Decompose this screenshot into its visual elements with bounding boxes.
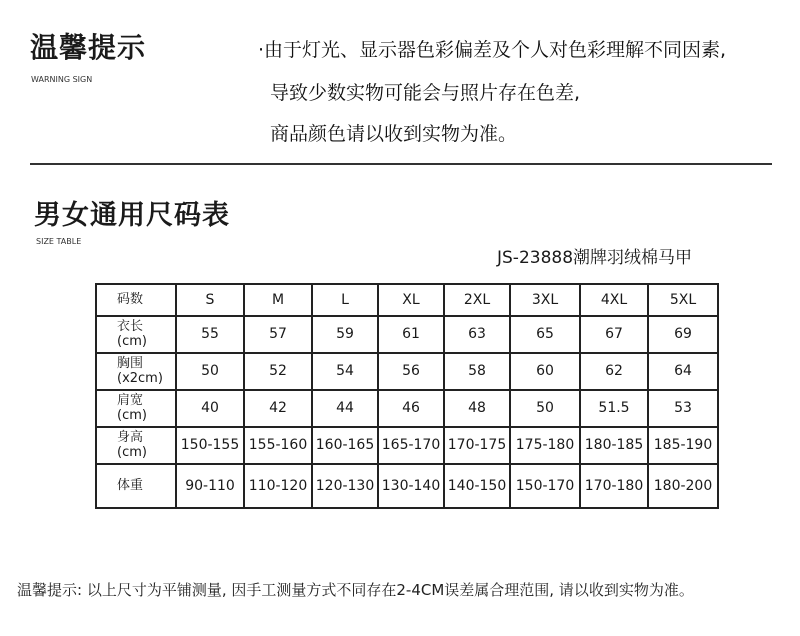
- warning-title: 温馨提示: [30, 31, 147, 64]
- header-size-cell: 2XL: [444, 284, 510, 316]
- table-cell: 170-180: [580, 464, 648, 508]
- row-label-cell: [96, 427, 176, 464]
- table-cell: 44: [312, 390, 378, 427]
- header-size-cell: S: [176, 284, 244, 316]
- row-label-cell: [96, 316, 176, 353]
- header-size-cell: 5XL: [648, 284, 718, 316]
- row-label-unit: (x2cm): [117, 370, 163, 386]
- table-cell: 62: [580, 353, 648, 390]
- table-cell: 50: [176, 353, 244, 390]
- header-size-cell: XL: [378, 284, 444, 316]
- table-cell: 170-175: [444, 427, 510, 464]
- row-label-unit: (cm): [117, 407, 147, 423]
- table-cell: 48: [444, 390, 510, 427]
- row-label-cell: [96, 390, 176, 427]
- table-cell: 120-130: [312, 464, 378, 508]
- warning-line-3: 商品颜色请以收到实物为准。: [270, 123, 518, 145]
- warning-line-2: 导致少数实物可能会与照片存在色差,: [270, 82, 581, 104]
- table-cell: 160-165: [312, 427, 378, 464]
- table-cell: 52: [244, 353, 312, 390]
- table-cell: 165-170: [378, 427, 444, 464]
- table-cell: 54: [312, 353, 378, 390]
- table-cell: 90-110: [176, 464, 244, 508]
- table-cell: 175-180: [510, 427, 580, 464]
- row-label-name: 胸围: [117, 355, 144, 371]
- table-cell: 40: [176, 390, 244, 427]
- table-cell: 61: [378, 316, 444, 353]
- table-cell: 180-200: [648, 464, 718, 508]
- table-cell: 67: [580, 316, 648, 353]
- table-cell: 65: [510, 316, 580, 353]
- product-model: JS-23888潮牌羽绒棉马甲: [497, 248, 693, 268]
- table-row: [96, 464, 718, 508]
- table-cell: 110-120: [244, 464, 312, 508]
- header-size-cell: M: [244, 284, 312, 316]
- header-size-cell: 4XL: [580, 284, 648, 316]
- row-label-cell: 体重: [96, 464, 176, 508]
- row-label-unit: (cm): [117, 444, 147, 460]
- row-label-unit: (cm): [117, 333, 147, 349]
- row-label-name: 身高: [117, 429, 144, 445]
- footer-note: 温馨提示: 以上尺寸为平铺测量, 因手工测量方式不同存在2-4CM误差属合理范围, 请以收到实物为准。: [17, 581, 694, 599]
- table-cell: 130-140: [378, 464, 444, 508]
- table-cell: 46: [378, 390, 444, 427]
- table-cell: 42: [244, 390, 312, 427]
- table-row: [96, 390, 718, 427]
- table-cell: 155-160: [244, 427, 312, 464]
- section-divider: [30, 163, 772, 165]
- table-cell: 60: [510, 353, 580, 390]
- warning-line-1: ·由于灯光、显示器色彩偏差及个人对色彩理解不同因素,: [258, 39, 727, 61]
- header-size-cell: L: [312, 284, 378, 316]
- table-cell: 150-170: [510, 464, 580, 508]
- header-size-cell: 3XL: [510, 284, 580, 316]
- header-label-cell: 码数: [96, 284, 176, 316]
- size-table: [95, 283, 719, 509]
- table-row: [96, 353, 718, 390]
- table-cell: 50: [510, 390, 580, 427]
- table-cell: 69: [648, 316, 718, 353]
- table-cell: 59: [312, 316, 378, 353]
- row-label-name: 衣长: [117, 318, 144, 334]
- table-cell: 180-185: [580, 427, 648, 464]
- warning-subtitle: WARNING SIGN: [31, 75, 93, 84]
- table-cell: 51.5: [580, 390, 648, 427]
- table-cell: 57: [244, 316, 312, 353]
- size-table-title: 男女通用尺码表: [34, 200, 230, 231]
- table-cell: 53: [648, 390, 718, 427]
- table-cell: 55: [176, 316, 244, 353]
- table-cell: 64: [648, 353, 718, 390]
- size-table-subtitle: SIZE TABLE: [36, 237, 82, 246]
- table-cell: 140-150: [444, 464, 510, 508]
- table-header-row: [96, 284, 718, 316]
- row-label-name: 肩宽: [117, 392, 144, 408]
- table-cell: 150-155: [176, 427, 244, 464]
- table-cell: 56: [378, 353, 444, 390]
- table-row: [96, 316, 718, 353]
- table-cell: 58: [444, 353, 510, 390]
- table-cell: 63: [444, 316, 510, 353]
- table-cell: 185-190: [648, 427, 718, 464]
- table-row: [96, 427, 718, 464]
- row-label-cell: [96, 353, 176, 390]
